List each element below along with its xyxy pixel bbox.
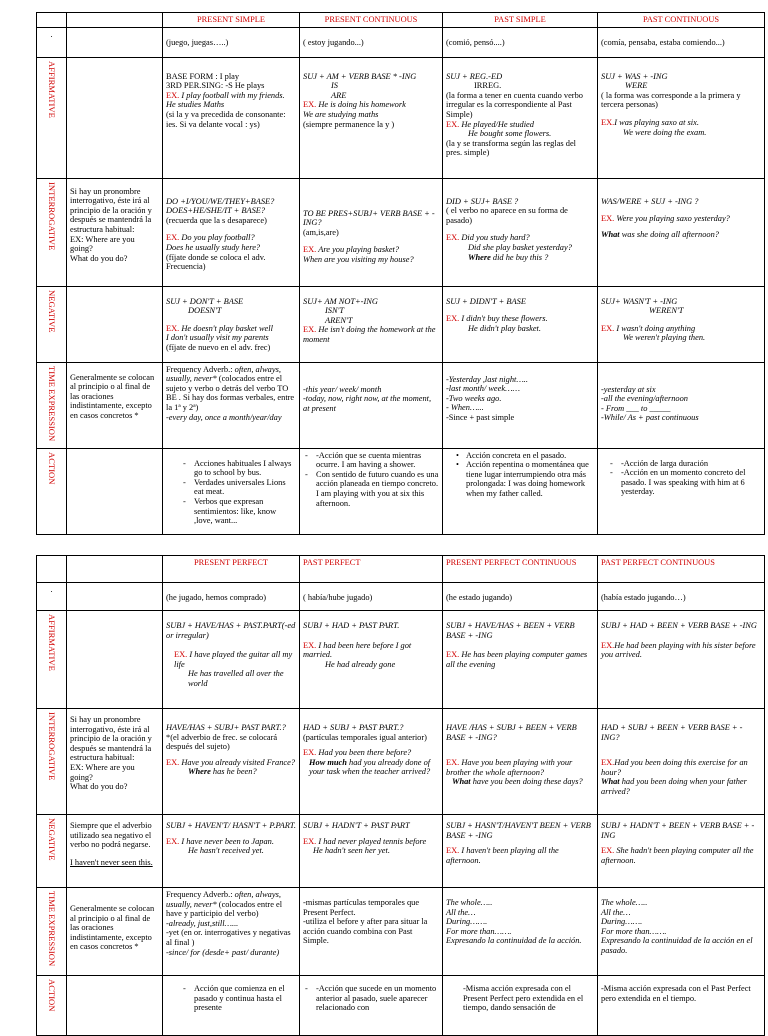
neg-present-perfect-continuous: SUBJ + HASN'T/HAVEN'T BEEN + VERB BASE + -ING EX. I haven't been playing all the afternoon. — [443, 815, 598, 888]
empty-cell — [67, 611, 163, 709]
time-expression-row — [37, 888, 765, 976]
act-past-perfect: - -Acción que sucede en un momento anterior al pasado, suele aparecer relacionado con — [300, 976, 443, 1036]
empty-cell — [67, 556, 163, 583]
row-label-affirmative: AFFIRMATIVE — [37, 611, 67, 709]
neg-past-perfect: SUBJ + HADN'T + PAST PART EX. I had never played tennis before He hadn't seen her yet. — [300, 815, 443, 888]
time-past-perfect-continuous: The whole….. All the… During……. For more than……. Expresando la continuidad de la acción en el pasado. — [598, 888, 765, 976]
act-present-continuous: - -Acción que se cuenta mientras ocurre. I am having a shower. - Con sentido de futuro cuando es una acción planeada en tiempo concreto. I am playing with you at six this afternoon. — [300, 448, 443, 534]
empty-cell — [67, 976, 163, 1036]
time-past-continuous: -yesterday at six -all the evening/afternoon - From ___ to _____ -While/ As + past continuous — [598, 362, 765, 448]
neg-present-simple: SUJ + DON'T + BASE DOESN'T EX. He doesn't play basket well I don't usually visit my parents (fíjate de nuevo en el adv. frec) — [163, 286, 300, 362]
trans-present-continuous: ( estoy jugando...) — [300, 27, 443, 57]
action-row — [37, 448, 765, 534]
action-row — [37, 976, 765, 1036]
header-past-perfect: PAST PERFECT — [300, 556, 443, 583]
time-note: Generalmente se colocan al principio o al final de las oraciones indistintamente, excepto en casos concretos * — [67, 362, 163, 448]
row-label-time-expression: TIME EXPRESSION — [37, 888, 67, 976]
header-past-perfect-continuous: PAST PERFECT CONTINUOUS — [598, 556, 765, 583]
tenses-table-2 — [36, 555, 765, 1036]
int-present-simple: DO +I/YOU/WE/THEY+BASE? DOES+HE/SHE/IT + BASE? (recuerda que la s desaparece) EX. Do you play football? Does he usually study here? (fíjate donde se coloca el adv. Frecuencia) — [163, 178, 300, 286]
empty-cell — [67, 583, 163, 611]
int-present-perfect-continuous: HAVE /HAS + SUBJ + BEEN + VERB BASE + -ING? EX. Have you been playing with your brother the whole afternoon? What have you been doing these days? — [443, 709, 598, 815]
empty-cell — [37, 13, 67, 28]
empty-cell — [67, 57, 163, 178]
header-present-perfect: PRESENT PERFECT — [163, 556, 300, 583]
empty-cell — [67, 27, 163, 57]
interrogative-row — [37, 709, 765, 815]
interrogative-row — [37, 178, 765, 286]
time-expression-row — [37, 362, 765, 448]
row-label-affirmative: AFFIRMATIVE — [37, 57, 67, 178]
header-present-simple: PRESENT SIMPLE — [163, 13, 300, 28]
dot-cell: . — [37, 583, 67, 611]
row-label-interrogative: INTERROGATIVE — [37, 709, 67, 815]
time-note: Generalmente se colocan al principio o al final de las oraciones indistintamente, excepto en casos concretos * — [67, 888, 163, 976]
aff-past-continuous: SUJ + WAS + -ING WERE ( la forma was corresponde a la primera y tercera personas) EX.I was playing saxo at six. We were doing the exam. — [598, 57, 765, 178]
header-row — [37, 13, 765, 28]
time-present-continuous: -this year/ week/ month -today, now, right now, at the moment, at present — [300, 362, 443, 448]
aff-present-continuous: SUJ + AM + VERB BASE * -ING IS ARE EX. He is doing his homework We are studying maths (siempre permanence la y ) — [300, 57, 443, 178]
neg-present-perfect: SUBJ + HAVEN'T/ HASN'T + P.PART. EX. I have never been to Japan. He hasn't received yet. — [163, 815, 300, 888]
time-present-perfect: Frequency Adverb.: often, always, usually, never* (colocados entre el have y participio del verbo) -already, just,still…... -yet (en or. interrogatives y negativas al final ) -since/ for (desde+ past/ durante) — [163, 888, 300, 976]
empty-cell — [67, 448, 163, 534]
int-present-continuous: TO BE PRES+SUBJ+ VERB BASE + -ING? (am,is,are) EX. Are you playing basket? When are you visiting my house? — [300, 178, 443, 286]
trans-past-simple: (comió, pensó....) — [443, 27, 598, 57]
aff-present-perfect: SUBJ + HAVE/HAS + PAST.PART(-ed or irregular) EX. I have played the guitar all my life He has travelled all over the world — [163, 611, 300, 709]
translation-row — [37, 583, 765, 611]
act-present-perfect: - Acción que comienza en el pasado y continua hasta el presente — [163, 976, 300, 1036]
act-present-perfect-continuous: -Misma acción expresada con el Present Perfect pero extendida en el tiempo, dando sensación de — [443, 976, 598, 1036]
tenses-table-1 — [36, 12, 765, 535]
trans-past-perfect-continuous: (había estado jugando…) — [598, 583, 765, 611]
header-row — [37, 556, 765, 583]
aff-present-simple: BASE FORM : I play 3RD PER.SING: -S He plays EX. I play football with my friends. He studies Maths (si la y va precedida de consonante: ies. Si va delante vocal : ys) — [163, 57, 300, 178]
time-past-simple: -Yesterday ,last night….. -last month/ week…… -Two weeks ago. - When…... -Since + past simple — [443, 362, 598, 448]
row-label-negative: NEGATIVE — [37, 286, 67, 362]
time-past-perfect: -mismas partículas temporales que Present Perfect. -utiliza el before y after para situar la acción cuando combina con Past Simple. — [300, 888, 443, 976]
dot-cell: . — [37, 27, 67, 57]
neg-past-perfect-continuous: SUBJ + HADN'T + BEEN + VERB BASE + -ING EX. She hadn't been playing computer all the afternoon. — [598, 815, 765, 888]
trans-present-simple: (juego, juegas…..) — [163, 27, 300, 57]
neg-past-continuous: SUJ+ WASN'T + -ING WEREN'T EX. I wasn't doing anything We weren't playing then. — [598, 286, 765, 362]
trans-present-perfect-continuous: (he estado jugando) — [443, 583, 598, 611]
trans-present-perfect: (he jugado, hemos comprado) — [163, 583, 300, 611]
header-present-continuous: PRESENT CONTINUOUS — [300, 13, 443, 28]
interrogative-note: Si hay un pronombre interrogativo, éste irá al principio de la oración y después se mantendrá la estructura habitual: EX: Where are you going? What do you do? — [67, 709, 163, 815]
act-past-simple: • Acción concreta en el pasado. • Acción repentina o momentánea que tiene lugar interrumpiendo otra más prolongada: I was doing homework when my father called. — [443, 448, 598, 534]
int-present-perfect: HAVE/HAS + SUBJ+ PAST PART.? *(el adverbio de frec. se colocará después del sujeto) EX. Have you already visited France? Where has he been? — [163, 709, 300, 815]
negative-note: Siempre que el adverbio utilizado sea negativo el verbo no podrá negarse. I haven't never seen this. — [67, 815, 163, 888]
translation-row — [37, 27, 765, 57]
affirmative-row — [37, 57, 765, 178]
row-label-interrogative: INTERROGATIVE — [37, 178, 67, 286]
row-label-time-expression: TIME EXPRESSION — [37, 362, 67, 448]
interrogative-note: Si hay un pronombre interrogativo, éste irá al principio de la oración y después se mantendrá la estructura habitual: EX: Where are you going? What do you do? — [67, 178, 163, 286]
time-present-simple: Frequency Adverb.: often, always, usually, never* (colocados entre el sujeto y verbo o detrás del verbo TO BE . Si hay dos formas verbales, entre la 1ª y 2ª) -every day, once a month/year/day — [163, 362, 300, 448]
negative-row — [37, 815, 765, 888]
header-present-perfect-continuous: PRESENT PERFECT CONTINUOUS — [443, 556, 598, 583]
int-past-simple: DID + SUJ+ BASE ? ( el verbo no aparece en su forma de pasado) EX. Did you study hard? Did she play basket yesterday? Where did he buy this ? — [443, 178, 598, 286]
row-label-action: ACTION — [37, 976, 67, 1036]
act-past-perfect-continuous: -Misma acción expresada con el Past Perfect pero extendida en el tiempo. — [598, 976, 765, 1036]
empty-cell — [67, 286, 163, 362]
int-past-perfect: HAD + SUBJ + PAST PART.? (partículas temporales igual anterior) EX. Had you been there before? How much had you already done of your task when the teacher arrived? — [300, 709, 443, 815]
negative-row — [37, 286, 765, 362]
trans-past-continuous: (comía, pensaba, estaba comiendo...) — [598, 27, 765, 57]
empty-cell — [37, 556, 67, 583]
int-past-perfect-continuous: HAD + SUBJ + BEEN + VERB BASE + -ING? EX.Had you been doing this exercise for an hour? What had you been doing when your father arrived? — [598, 709, 765, 815]
act-past-continuous: - -Acción de larga duración - -Acción en un momento concreto del pasado. I was speaking with him at 6 yesterday. — [598, 448, 765, 534]
aff-present-perfect-continuous: SUBJ + HAVE/HAS + BEEN + VERB BASE + -ING EX. He has been playing computer games all the evening — [443, 611, 598, 709]
affirmative-row — [37, 611, 765, 709]
header-past-simple: PAST SIMPLE — [443, 13, 598, 28]
aff-past-perfect-continuous: SUBJ + HAD + BEEN + VERB BASE + -ING EX.He had been playing with his sister before you arrived. — [598, 611, 765, 709]
act-present-simple: - Acciones habituales I always go to school by bus. - Verdades universales Lions eat meat. - Verbos que expresan sentimientos: like, know ,love, want... — [163, 448, 300, 534]
trans-past-perfect: ( había/hube jugado) — [300, 583, 443, 611]
neg-past-simple: SUJ + DIDN'T + BASE EX. I didn't buy these flowers. He didn't play basket. — [443, 286, 598, 362]
time-present-perfect-continuous: The whole….. All the… During……. For more than……. Expresando la continuidad de la acción. — [443, 888, 598, 976]
row-label-action: ACTION — [37, 448, 67, 534]
header-past-continuous: PAST CONTINUOUS — [598, 13, 765, 28]
aff-past-perfect: SUBJ + HAD + PAST PART. EX. I had been here before I got married. He had already gone — [300, 611, 443, 709]
int-past-continuous: WAS/WERE + SUJ + -ING ? EX. Were you playing saxo yesterday? What was she doing all afternoon? — [598, 178, 765, 286]
row-label-negative: NEGATIVE — [37, 815, 67, 888]
neg-present-continuous: SUJ+ AM NOT+-ING ISN'T AREN'T EX. He isn't doing the homework at the moment — [300, 286, 443, 362]
empty-cell — [67, 13, 163, 28]
aff-past-simple: SUJ + REG.-ED IRREG. (la forma a tener en cuenta cuando verbo irregular es la correspondiente al Past Simple) EX. He played/He studied He bought some flowers. (la y se transforma según las reglas del pres. simple) — [443, 57, 598, 178]
